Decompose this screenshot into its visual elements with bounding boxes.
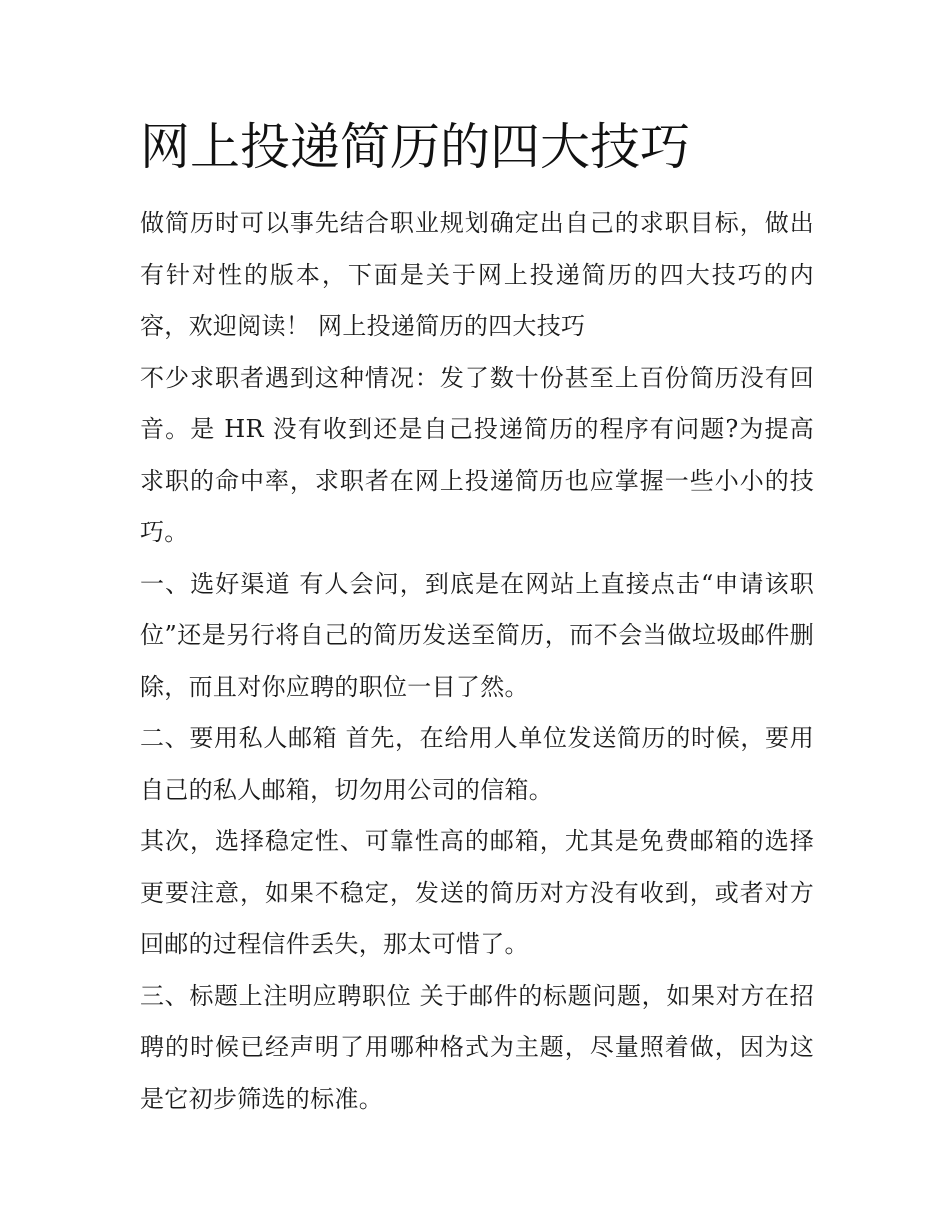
- paragraph-tip-2-continued: 其次，选择稳定性、可靠性高的邮箱，尤其是免费邮箱的选择更要注意，如果不稳定，发送的简历对方没有收到，或者对方回邮的过程信件丢失，那太可惜了。: [140, 827, 814, 958]
- paragraph-tip-3: 三、标题上注明应聘职位 关于邮件的标题问题，如果对方在招聘的时候已经声明了用哪种格式为主题，尽量照着做，因为这是它初步筛选的标准。: [140, 981, 814, 1113]
- paragraph-problem: 不少求职者遇到这种情况：发了数十份甚至上百份简历没有回音。是 HR 没有收到还是自己投递简历的程序有问题?为提高求职的命中率，求职者在网上投递简历也应掌握一些小小的技巧。: [140, 363, 814, 546]
- paragraph-tip-1: 一、选好渠道 有人会问，到底是在网站上直接点击“申请该职位”还是另行将自己的简历发送至简历，而不会当做垃圾邮件删除，而且对你应聘的职位一目了然。: [140, 569, 814, 701]
- document-body: [140, 198, 814, 1125]
- paragraph-intro: 做简历时可以事先结合职业规划确定出自己的求职目标，做出有针对性的版本，下面是关于网上投递简历的四大技巧的内容，欢迎阅读！ 网上投递简历的四大技巧: [140, 209, 814, 340]
- document-title: 网上投递简历的四大技巧: [140, 118, 690, 176]
- paragraph-tip-2: 二、要用私人邮箱 首先，在给用人单位发送简历的时候，要用自己的私人邮箱，切勿用公司的信箱。: [140, 724, 814, 804]
